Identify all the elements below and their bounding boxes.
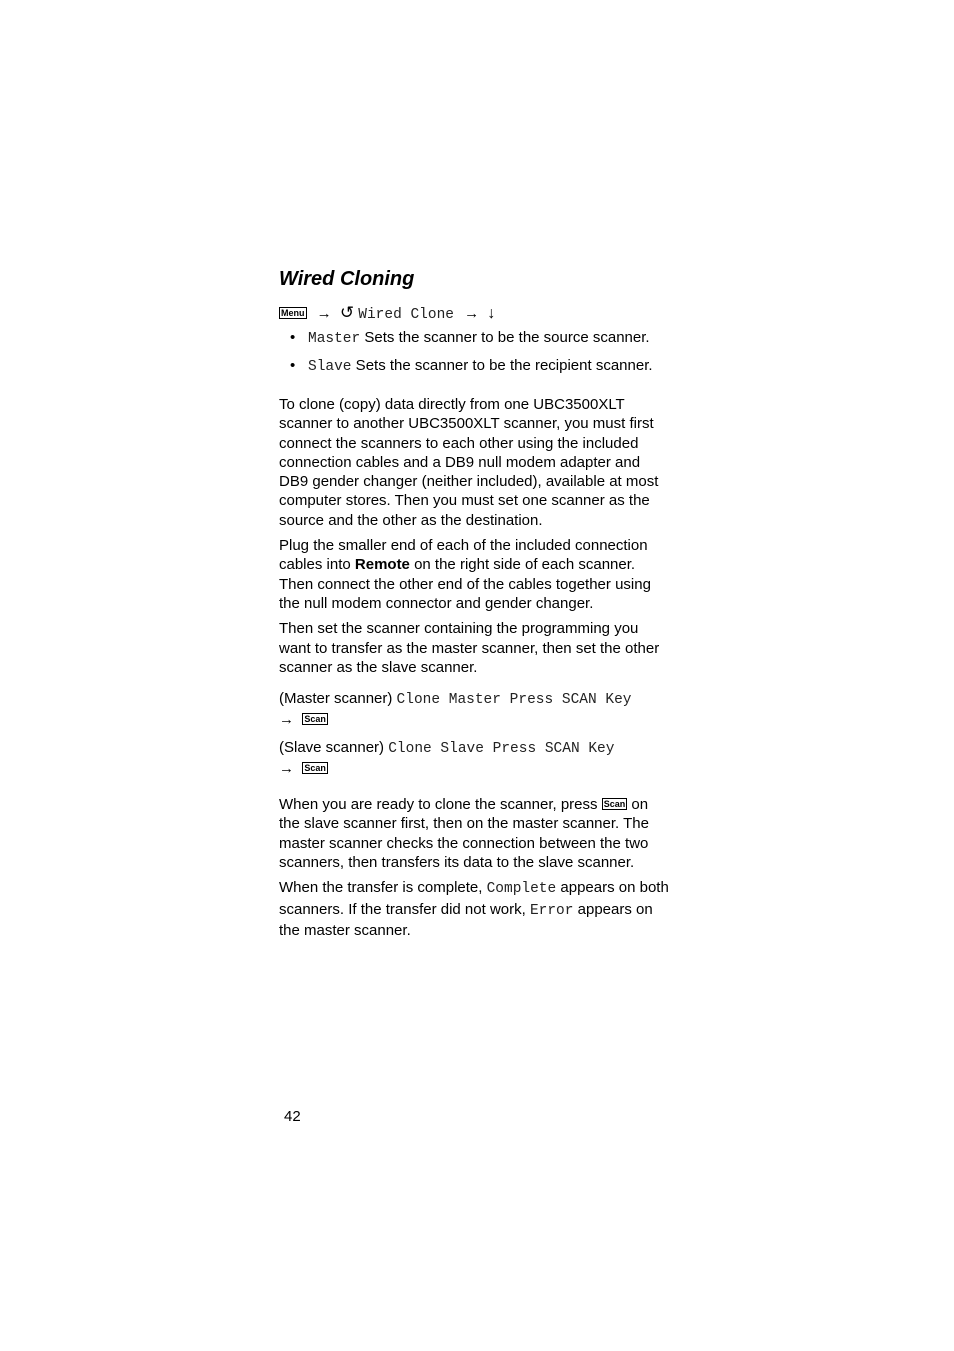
option-list	[279, 328, 671, 377]
paragraph: Then set the scanner containing the programming you want to transfer as the master scanner, then set the other scanner as the slave scanner.	[279, 620, 660, 676]
paragraph: Plug the smaller end of each of the included connection cables into Remote on the right side of each scanner. Then connect the other end of the cables together using the null modem connector and gender changer.	[279, 537, 651, 612]
complete-display-text: Complete	[486, 881, 557, 898]
master-scanner-command: (Master scanner) Clone Master Press SCAN Key → Scan	[279, 690, 632, 729]
page-content	[279, 266, 671, 946]
option-description: Sets the scanner to be the source scanner.	[360, 329, 650, 346]
down-arrow-icon: ↓	[487, 305, 496, 322]
paragraph: To clone (copy) data directly from one UBC3500XLT scanner to another UBC3500XLT scanner, you must first connect the scanners to each other using the included connection cables and a DB9 null modem adapter and DB9 gender changer (neither included), available at most computer stores. Then you must set one scanner as the source and the other as the destination.	[279, 396, 659, 529]
display-text: Clone Slave Press SCAN Key	[388, 741, 615, 758]
right-arrow-icon: →	[464, 305, 480, 322]
right-arrow-icon: →	[279, 760, 294, 778]
list-item	[279, 328, 671, 349]
remote-jack-label: Remote	[354, 556, 410, 574]
display-text: Clone Master Press SCAN Key	[396, 692, 632, 709]
menu-key-icon: Menu	[281, 308, 305, 319]
option-code: Master	[308, 331, 361, 347]
slave-scanner-command: (Slave scanner) Clone Slave Press SCAN Key → Scan	[279, 739, 615, 778]
scan-key-icon: Scan	[603, 799, 626, 810]
option-code: Slave	[308, 359, 352, 375]
option-description: Sets the scanner to be the recipient scanner.	[351, 357, 653, 374]
paragraph: When the transfer is complete, Complete appears on both scanners. If the transfer did not work, Error appears on the master scanner.	[279, 879, 669, 939]
paragraph: When you are ready to clone the scanner, press Scan on the slave scanner first, then on the master scanner. The master scanner checks the connection between the two scanners, then transfers its data to the slave scanner.	[279, 796, 649, 872]
error-display-text: Error	[529, 902, 574, 919]
bullet-icon: •	[290, 329, 296, 346]
section-title: Wired Cloning	[279, 268, 415, 290]
rotate-knob-icon: ↺	[339, 303, 355, 322]
right-arrow-icon: →	[316, 305, 332, 322]
right-arrow-icon: →	[279, 711, 294, 729]
menu-navigation-path	[279, 302, 671, 324]
list-item	[279, 356, 671, 377]
scan-key-icon: Scan	[304, 763, 326, 774]
scan-key-icon: Scan	[304, 714, 326, 725]
bullet-icon: •	[290, 357, 296, 374]
wired-clone-display-text: Wired Clone	[358, 307, 454, 323]
page-number: 42	[284, 1108, 301, 1125]
